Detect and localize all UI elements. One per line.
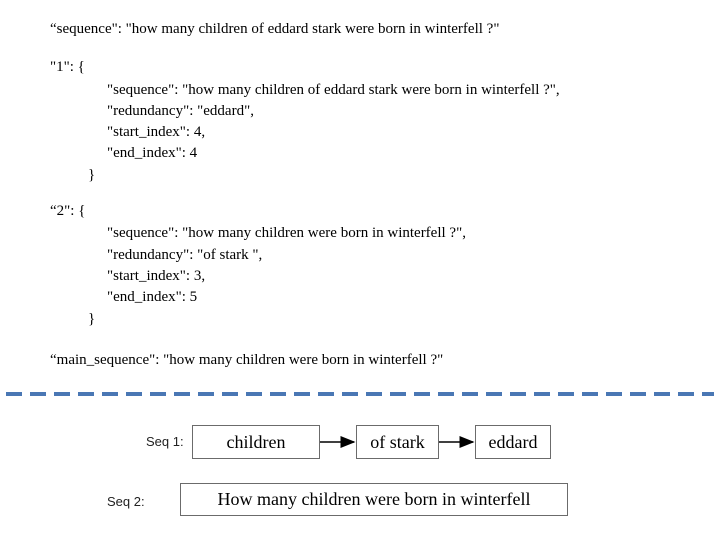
block2-line-redundancy: "redundancy": "of stark ", [107,247,263,263]
seq1-node-of-stark: of stark [356,425,439,459]
block2-open: “2": { [50,203,86,219]
block1-line-redundancy: "redundancy": "eddard", [107,103,254,119]
seq1-node-children: children [192,425,320,459]
sequence-line: “sequence": "how many children of eddard stark were born in winterfell ?" [50,21,500,37]
block1-line-sequence: "sequence": "how many children of eddard stark were born in winterfell ?", [107,82,560,98]
seq1-node-eddard: eddard [475,425,551,459]
seq2-node-sentence: How many children were born in winterfell [180,483,568,516]
seq1-label: Seq 1: [146,434,184,449]
block1-line-start-index: "start_index": 4, [107,124,206,140]
block2-line-end-index: "end_index": 5 [107,289,198,305]
block2-line-start-index: "start_index": 3, [107,268,206,284]
block1-open: "1": { [50,59,85,75]
main-sequence-line: “main_sequence": "how many children were born in winterfell ?" [50,352,444,368]
block1-close: } [88,167,96,183]
block2-line-sequence: "sequence": "how many children were born in winterfell ?", [107,225,466,241]
seq2-label: Seq 2: [107,494,145,509]
block2-close: } [88,311,96,327]
block1-line-end-index: "end_index": 4 [107,145,198,161]
